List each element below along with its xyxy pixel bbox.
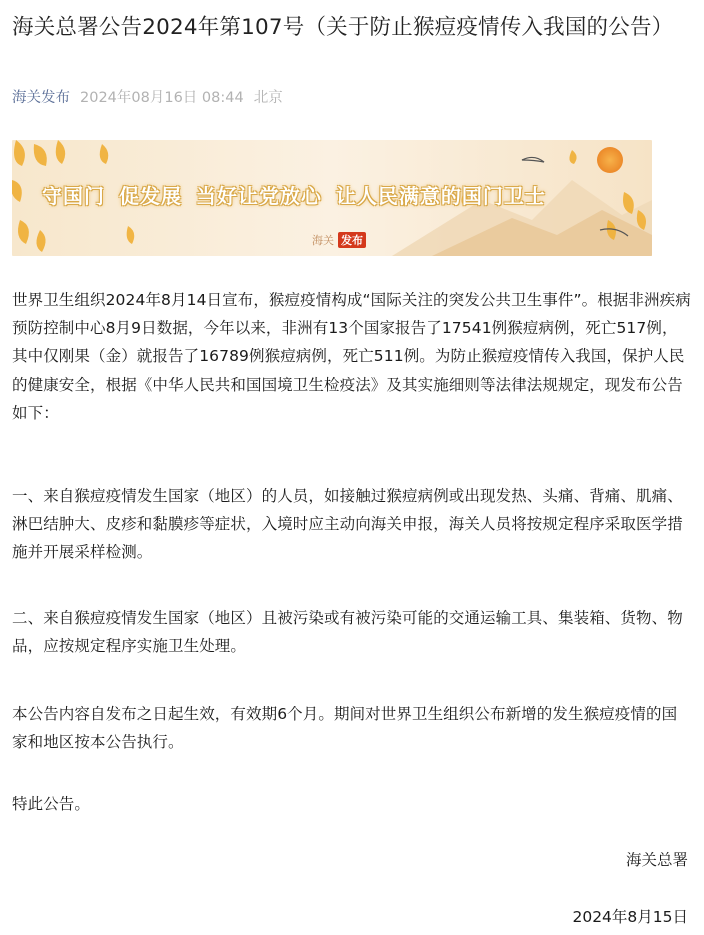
- paragraph-validity: 本公告内容自发布之日起生效，有效期6个月。期间对世界卫生组织公布新增的发生猴痘疫情的国家和地区按本公告执行。: [12, 705, 678, 752]
- article-title: 海关总署公告2024年第107号（关于防止猴痘疫情传入我国的公告）: [12, 15, 674, 40]
- publish-location: 北京: [253, 90, 283, 106]
- banner-logo-left: 海关: [312, 234, 334, 247]
- paragraph-item-1: 一、来自猴痘疫情发生国家（地区）的人员，如接触过猴痘病例或出现发热、头痛、背痛、肌痛、淋巴结肿大、皮疹和黏膜疹等症状，入境时应主动向海关申报，海关人员将按规定程序采取医学措施并开展采样检测。: [12, 487, 683, 562]
- banner-logo-right: 发布: [338, 232, 366, 248]
- banner-image: [12, 140, 652, 256]
- signature-date: 2024年8月15日: [572, 908, 688, 926]
- paragraph-intro: 世界卫生组织2024年8月14日宣布，猴痘疫情构成“国际关注的突发公共卫生事件”。根据非洲疾病预防控制中心8月9日数据，今年以来，非洲有13个国家报告了17541例猴痘病例，死亡517例，其中仅刚果（金）就报告了16789例猴痘病例，死亡511例。为防止猴痘疫情传入我国，保护人民的健康安全，根据《中华人民共和国国境卫生检疫法》及其实施细则等法律法规规定，现发布公告如下：: [12, 291, 691, 422]
- account-name-link[interactable]: 海关发布: [12, 90, 70, 106]
- signature-issuer: 海关总署: [625, 851, 688, 869]
- paragraph-closing: 特此公告。: [12, 795, 91, 813]
- article-meta: [12, 88, 283, 108]
- sun-icon: [597, 147, 623, 173]
- banner-slogan: 守国门 促发展 当好让党放心 让人民满意的国门卫士: [42, 184, 546, 208]
- banner-logo: [312, 232, 366, 248]
- publish-time: 2024年08月16日 08:44: [80, 90, 244, 106]
- paragraph-item-2: 二、来自猴痘疫情发生国家（地区）且被污染或有被污染可能的交通运输工具、集装箱、货物、物品，应按规定程序实施卫生处理。: [12, 609, 683, 656]
